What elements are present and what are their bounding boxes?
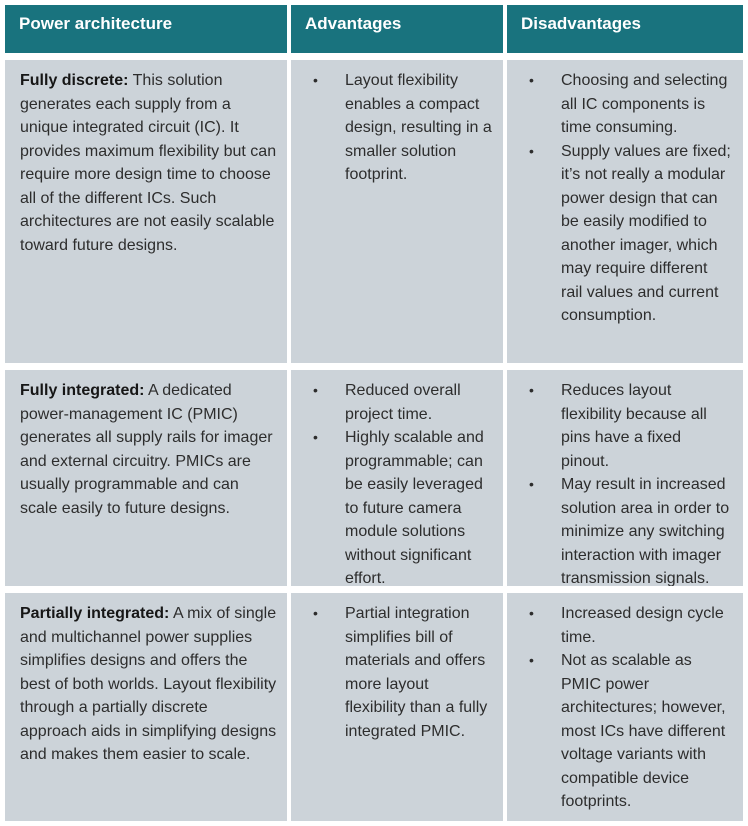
cell-disadvantages-fully-discrete (507, 60, 743, 363)
bullet-icon: • (529, 382, 534, 398)
bullet-text: Layout flexibility enables a compact design, resulting in a smaller solution footprint. (345, 72, 492, 183)
architecture-description: A mix of single and multichannel power supplies simplifies designs and offers the best of both worlds. Layout flexibility through a partially discrete approach aids in simplifying designs and makes them easier to scale. (20, 605, 277, 763)
list-item (313, 426, 493, 586)
list-item (529, 140, 733, 328)
cell-architecture-partially-integrated (5, 593, 287, 821)
header-disadvantages: Disadvantages (507, 5, 743, 53)
bullet-text: Increased design cycle time. (561, 605, 724, 646)
bullet-icon: • (529, 72, 534, 88)
architecture-paragraph (20, 379, 277, 520)
architecture-term: Fully integrated: (20, 382, 145, 399)
bullet-icon: • (529, 605, 534, 621)
list-item (313, 69, 493, 187)
cell-architecture-fully-integrated (5, 370, 287, 586)
bullet-text: Choosing and selecting all IC components is time consuming. (561, 72, 728, 136)
bullet-text: Not as scalable as PMIC power architectures; however, most ICs have different voltage variants with compatible device footprints. (561, 652, 726, 810)
list-item (529, 379, 733, 473)
bullet-icon: • (313, 382, 318, 398)
bullet-icon: • (529, 142, 534, 159)
bullet-icon: • (529, 476, 534, 492)
cell-disadvantages-partially-integrated (507, 593, 743, 821)
cell-disadvantages-fully-integrated (507, 370, 743, 586)
architecture-paragraph (20, 602, 277, 767)
list-item (529, 69, 733, 140)
bullet-text: Reduced overall project time. (345, 382, 461, 423)
cell-architecture-fully-discrete (5, 60, 287, 363)
bullet-text: Reduces layout flexibility because all pins have a fixed pinout. (561, 382, 707, 470)
bullet-icon: • (529, 652, 534, 668)
architecture-paragraph (20, 69, 277, 257)
list-item (313, 602, 493, 743)
bullet-text: May result in increased solution area in order to minimize any switching interaction with imager transmission signals. (561, 476, 730, 586)
bullet-text: Highly scalable and programmable; can be easily leveraged to future camera module solutions without significant effort. (345, 429, 484, 586)
architecture-description: A dedicated power-management IC (PMIC) generates all supply rails for imager and external circuitry. PMICs are usually programmable and can scale easily to future designs. (20, 382, 273, 517)
architecture-term: Fully discrete: (20, 72, 129, 89)
bullet-text: Partial integration simplifies bill of materials and offers more layout flexibility than a fully integrated PMIC. (345, 605, 488, 740)
table-grid (5, 5, 744, 821)
header-power-architecture: Power architecture (5, 5, 287, 53)
cell-advantages-partially-integrated (291, 593, 503, 821)
bullet-icon: • (313, 429, 318, 445)
header-advantages: Advantages (291, 5, 503, 53)
list-item (313, 379, 493, 426)
list-item (529, 602, 733, 649)
bullet-text: Supply values are fixed; it’s not really a modular power design that can be easily modified to another imager, which may require different rail values and current consumption. (561, 142, 731, 324)
bullet-icon: • (313, 72, 318, 88)
list-item (529, 473, 733, 586)
bullet-icon: • (313, 605, 318, 621)
architecture-description: This solution generates each supply from a unique integrated circuit (IC). It provides maximum flexibility but can require more design time to choose all of the different ICs. Such architectures are not easily scalable toward future designs. (20, 72, 277, 254)
cell-advantages-fully-discrete (291, 60, 503, 363)
cell-advantages-fully-integrated (291, 370, 503, 586)
architecture-term: Partially integrated: (20, 605, 170, 622)
list-item (529, 649, 733, 814)
